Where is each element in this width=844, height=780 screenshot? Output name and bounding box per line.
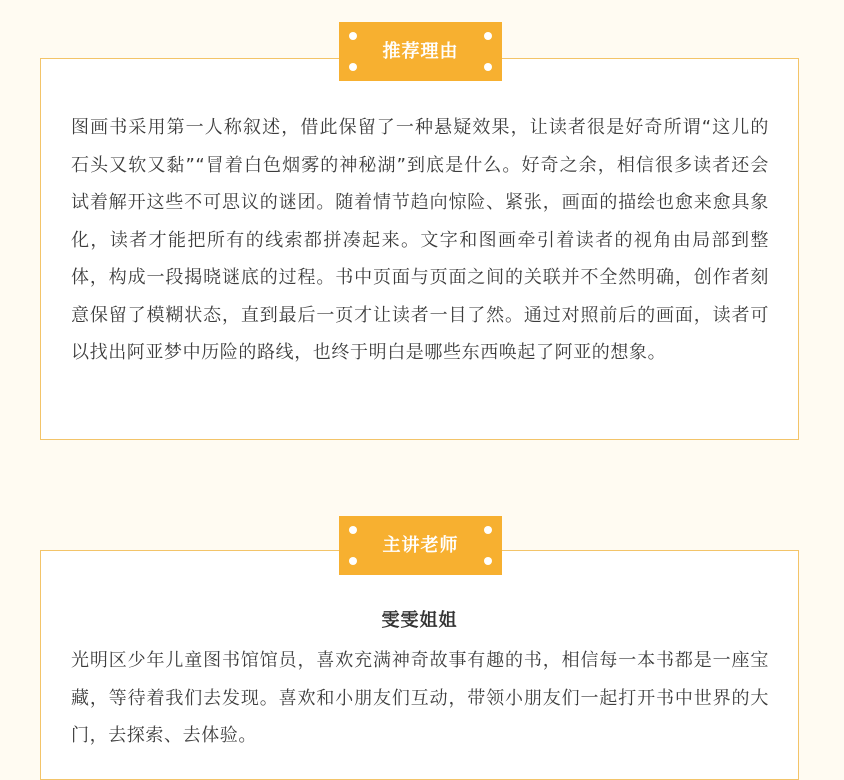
recommendation-card [40, 58, 799, 440]
recommendation-heading: 推荐理由 [382, 41, 459, 62]
decorative-dot [484, 557, 492, 565]
teacher-bio: 光明区少年儿童图书馆馆员，喜欢充满神奇故事有趣的书，相信每一本书都是一座宝藏，等待着我们去发现。喜欢和小朋友们互动，带领小朋友们一起打开书中世界的大门，去探索、去体验。 [71, 650, 769, 746]
recommendation-text: 图画书采用第一人称叙述，借此保留了一种悬疑效果，让读者很是好奇所谓“这儿的石头又软又黏”“冒着白色烟雾的神秘湖”到底是什么。好奇之余，相信很多读者还会试着解开这些不可思议的谜团。随着情节趋向惊险、紧张，画面的描绘也愈来愈具象化，读者才能把所有的线索都拼凑起来。文字和图画牵引着读者的视角由局部到整体，构成一段揭晓谜底的过程。书中页面与页面之间的关联并不全然明确，创作者刻意保留了模糊状态，直到最后一页才让读者一目了然。通过对照前后的画面，读者可以找出阿亚梦中历险的路线，也终于明白是哪些东西唤起了阿亚的想象。 [71, 117, 769, 363]
decorative-dot [349, 63, 357, 71]
recommendation-heading-tag [339, 22, 502, 81]
decorative-dot [349, 557, 357, 565]
decorative-dot [484, 63, 492, 71]
decorative-dot [484, 32, 492, 40]
decorative-dot [349, 32, 357, 40]
teacher-name: 雯雯姐姐 [381, 610, 458, 631]
decorative-dot [484, 526, 492, 534]
decorative-dot [349, 526, 357, 534]
teacher-heading-tag [339, 516, 502, 575]
teacher-heading: 主讲老师 [382, 535, 459, 556]
teacher-card [40, 550, 799, 780]
